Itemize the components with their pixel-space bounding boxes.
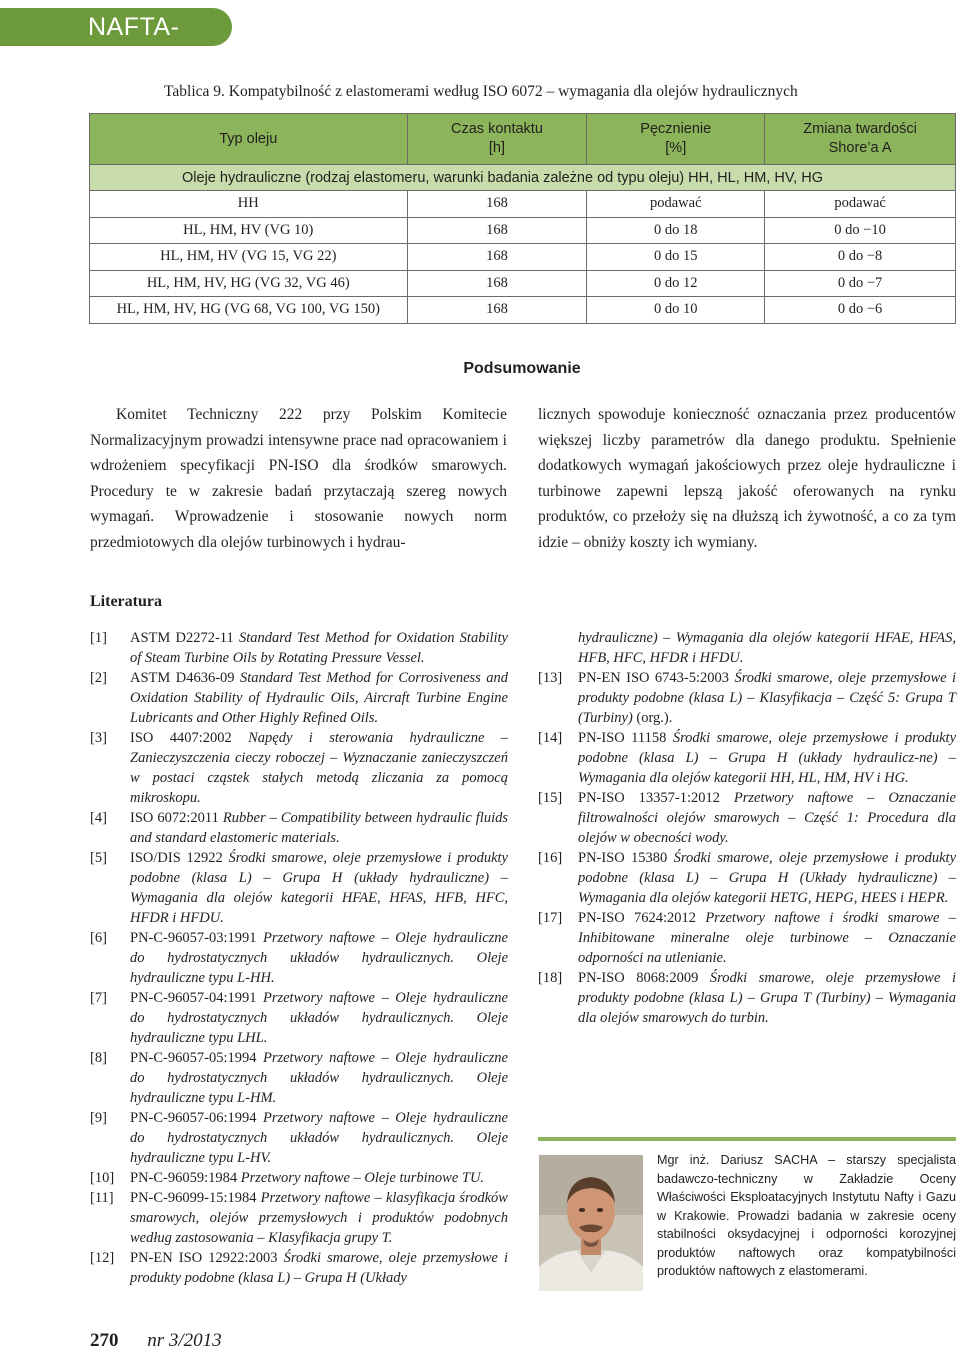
reference-text: PN-ISO 15380 Środki smarowe, oleje przemysłowe i produkty podobne (klasa L) – Grupa H (Układy hydrauliczne) – Wymagania dla olejów kategorii HETG, HEPG, HEES i HEPR. bbox=[578, 850, 957, 906]
reference-text: PN-C-96057-04:1991 Przetwory naftowe – Oleje hydrauliczne do hydrostatycznych układów hydraulicznych. Oleje hydrauliczne typu LHL. bbox=[130, 990, 508, 1046]
reference-number: [13] bbox=[538, 670, 563, 686]
table-cell: 168 bbox=[407, 191, 587, 218]
table-cell: HL, HM, HV (VG 10) bbox=[90, 217, 408, 244]
reference-number: [3] bbox=[90, 730, 107, 746]
table-subheader-row bbox=[90, 165, 956, 191]
reference-text: PN-C-96057-05:1994 Przetwory naftowe – Oleje hydrauliczne do hydrostatycznych układów hydraulicznych. Oleje hydrauliczne typu L-HM. bbox=[130, 1050, 508, 1106]
table-cell: 168 bbox=[407, 217, 587, 244]
table-row bbox=[90, 244, 956, 271]
author-portrait-illustration bbox=[539, 1155, 643, 1291]
header-swelling: Pęcznienie [%] bbox=[587, 114, 765, 165]
reference-item bbox=[90, 668, 508, 728]
table-cell: 0 do −6 bbox=[765, 297, 956, 324]
reference-text: ASTM D2272-11 Standard Test Method for Oxidation Stability of Steam Turbine Oils by Rotating Pressure Vessel. bbox=[130, 630, 508, 666]
reference-item bbox=[90, 1108, 508, 1168]
issue-number: nr 3/2013 bbox=[147, 1330, 222, 1351]
table-row bbox=[90, 217, 956, 244]
reference-number: [5] bbox=[90, 850, 107, 866]
references-left-column bbox=[90, 628, 508, 1288]
table-cell: 168 bbox=[407, 244, 587, 271]
reference-text: PN-C-96057-03:1991 Przetwory naftowe – Oleje hydrauliczne do hydrostatycznych układów hydraulicznych. Oleje hydrauliczne typu L-HH. bbox=[130, 930, 508, 986]
reference-number: [12] bbox=[90, 1250, 115, 1266]
reference-item bbox=[90, 728, 508, 808]
table-cell: HH bbox=[90, 191, 408, 218]
reference-item bbox=[90, 1168, 508, 1188]
reference-number: [18] bbox=[538, 970, 563, 986]
reference-continuation: hydrauliczne) – Wymagania dla olejów kategorii HFAE, HFAS, HFB, HFC, HFDR i HFDU. bbox=[578, 630, 956, 666]
table-row bbox=[90, 191, 956, 218]
reference-item bbox=[538, 908, 956, 968]
reference-number: [14] bbox=[538, 730, 563, 746]
table-cell: HL, HM, HV, HG (VG 68, VG 100, VG 150) bbox=[90, 297, 408, 324]
table-cell: HL, HM, HV (VG 15, VG 22) bbox=[90, 244, 408, 271]
reference-item bbox=[90, 928, 508, 988]
table-cell: 0 do 15 bbox=[587, 244, 765, 271]
references-right-column bbox=[538, 628, 956, 1028]
reference-item bbox=[538, 968, 956, 1028]
reference-text: PN-C-96057-06:1994 Przetwory naftowe – Oleje hydrauliczne do hydrostatycznych układów hydraulicznych. Oleje hydrauliczne typu L-HV. bbox=[130, 1110, 508, 1166]
table-cell: 0 do 10 bbox=[587, 297, 765, 324]
reference-item bbox=[90, 988, 508, 1048]
reference-number: [16] bbox=[538, 850, 563, 866]
compatibility-table bbox=[89, 113, 956, 324]
reference-item bbox=[90, 808, 508, 848]
table-cell: 0 do −10 bbox=[765, 217, 956, 244]
journal-header-badge bbox=[0, 8, 232, 79]
reference-text: PN-EN ISO 6743-5:2003 Środki smarowe, oleje przemysłowe i produkty podobne (klasa L) – Klasyfikacja – Część 5: Grupa T (Turbiny) (org.). bbox=[578, 670, 957, 726]
reference-item bbox=[90, 1248, 508, 1288]
summary-left-column: Komitet Techniczny 222 przy Polskim Komitecie Normalizacyjnym prowadzi intensywne prace nad opracowaniem i wdrożeniem specyfikacji PN-ISO dla środków smarowych. Procedury te w zakresie badań przytaczają szereg nowych wymagań. Wprowadzenie i stosowanie nowych norm przedmiotowych dla olejów turbinowych i hydrau- bbox=[90, 406, 507, 551]
table-cell: HL, HM, HV, HG (VG 32, VG 46) bbox=[90, 270, 408, 297]
reference-item bbox=[90, 1048, 508, 1108]
table-cell: 168 bbox=[407, 270, 587, 297]
author-photo bbox=[539, 1155, 643, 1291]
table-header-row bbox=[90, 114, 956, 165]
table-cell: 0 do −8 bbox=[765, 244, 956, 271]
table-cell: podawać bbox=[765, 191, 956, 218]
reference-number: [15] bbox=[538, 790, 563, 806]
reference-number: [17] bbox=[538, 910, 563, 926]
reference-item bbox=[538, 788, 956, 848]
header-contact-time: Czas kontaktu [h] bbox=[407, 114, 587, 165]
reference-number: [8] bbox=[90, 1050, 107, 1066]
reference-text: PN-ISO 11158 Środki smarowe, oleje przemysłowe i produkty podobne (klasa L) – Grupa H (układy hydraulicz-ne) – Wymagania dla olejów kategorii HH, HL, HM, HV i HG. bbox=[578, 730, 957, 786]
reference-text: ISO 6072:2011 Rubber – Compatibility between hydraulic fluids and standard elastomeric materials. bbox=[130, 810, 508, 846]
reference-text: PN-EN ISO 12922:2003 Środki smarowe, oleje przemysłowe i produkty podobne (klasa L) – Grupa H (Układy bbox=[130, 1250, 508, 1286]
reference-item bbox=[538, 728, 956, 788]
reference-text: ASTM D4636-09 Standard Test Method for Corrosiveness and Oxidation Stability of Hydraulic Oils, Aircraft Turbine Engine Lubricants and Other Highly Refined Oils. bbox=[130, 670, 508, 726]
reference-number: [11] bbox=[90, 1190, 114, 1206]
reference-text: PN-ISO 13357-1:2012 Przetwory naftowe – Oznaczanie filtrowalności olejów smarowych – Część 1: Procedura dla olejów w obecności wody. bbox=[578, 790, 956, 846]
reference-item bbox=[90, 1188, 508, 1248]
table-cell: 0 do 18 bbox=[587, 217, 765, 244]
header-hardness-change: Zmiana twardości Shore’a A bbox=[765, 114, 956, 165]
reference-text: PN-C-96059:1984 Przetwory naftowe – Oleje turbinowe TU. bbox=[130, 1170, 485, 1186]
journal-title: NAFTA-GAZ bbox=[88, 13, 180, 79]
reference-number: [2] bbox=[90, 670, 107, 686]
summary-heading: Podsumowanie bbox=[463, 360, 581, 377]
header-oil-type: Typ oleju bbox=[90, 114, 408, 165]
reference-item bbox=[90, 628, 508, 668]
reference-text: PN-ISO 8068:2009 Środki smarowe, oleje przemysłowe i produkty podobne (klasa L) – Grupa T (Turbiny) – Wymagania dla olejów smarowych do turbin. bbox=[578, 970, 956, 1026]
reference-number: [1] bbox=[90, 630, 107, 646]
author-section-divider bbox=[538, 1137, 956, 1141]
table-row bbox=[90, 297, 956, 324]
reference-item bbox=[538, 848, 956, 908]
page-footer bbox=[90, 1330, 222, 1352]
reference-item bbox=[538, 668, 956, 728]
reference-item bbox=[90, 848, 508, 928]
table-cell: podawać bbox=[587, 191, 765, 218]
table-body bbox=[90, 191, 956, 324]
literature-heading: Literatura bbox=[90, 593, 162, 610]
author-bio: Mgr inż. Dariusz SACHA – starszy specjalista badawczo-techniczny w Zakładzie Oceny Właściwości Eksploatacyjnych Instytutu Nafty i Gazu w Krakowie. Prowadzi badania w zakresie oceny stabilności oksydacyjnej i odporności korozyjnej produktów naftowych oraz kompatybilności produktów naftowych z elastomerami. bbox=[657, 1153, 956, 1278]
summary-right-column: licznych spowoduje konieczność oznaczania przez producentów większej liczby parametrów dla danego produktu. Spełnienie dodatkowych wymagań jakościowych przez oleje hydrauliczne i turbinowe zapewni lepszą jakość oferowanych na rynku produktów, co przełoży się na dłuższą ich żywotność, a co za tym idzie – obniży koszty ich wymiany. bbox=[538, 406, 956, 551]
reference-text: PN-C-96099-15:1984 Przetwory naftowe – klasyfikacja środków smarowych, olejów przemysłowych i produktów podobnych według zastosowania – Klasyfikacja grupy T. bbox=[130, 1190, 508, 1246]
table-subheader: Oleje hydrauliczne (rodzaj elastomeru, warunki badania zależne od typu oleju) HH, HL, HM, HV, HG bbox=[90, 165, 956, 191]
reference-number: [9] bbox=[90, 1110, 107, 1126]
page-number: 270 bbox=[90, 1330, 119, 1351]
reference-text: ISO 4407:2002 Napędy i sterowania hydrauliczne – Zanieczyszczenia cieczy roboczej – Wyznaczanie zanieczyszczeń w postaci cząstek stałych metodą zliczania za pomocą mikroskopu. bbox=[130, 730, 508, 806]
table-cell: 168 bbox=[407, 297, 587, 324]
reference-text: PN-ISO 7624:2012 Przetwory naftowe i środki smarowe – Inhibitowane mineralne oleje turbinowe – Oznaczanie odporności na utlenianie. bbox=[578, 910, 957, 966]
table-cell: 0 do 12 bbox=[587, 270, 765, 297]
reference-number: [10] bbox=[90, 1170, 115, 1186]
reference-number: [7] bbox=[90, 990, 107, 1006]
reference-number: [6] bbox=[90, 930, 107, 946]
table-cell: 0 do −7 bbox=[765, 270, 956, 297]
table-caption: Tablica 9. Kompatybilność z elastomerami według ISO 6072 – wymagania dla olejów hydraulicznych bbox=[164, 83, 798, 100]
reference-text: ISO/DIS 12922 Środki smarowe, oleje przemysłowe i produkty podobne (klasa L) – Grupa H (układy hydrauliczne) – Wymagania dla olejów kategorii HFAE, HFAS, HFB, HFC, HFDR i HFDU. bbox=[130, 850, 508, 926]
table-row bbox=[90, 270, 956, 297]
reference-number: [4] bbox=[90, 810, 107, 826]
